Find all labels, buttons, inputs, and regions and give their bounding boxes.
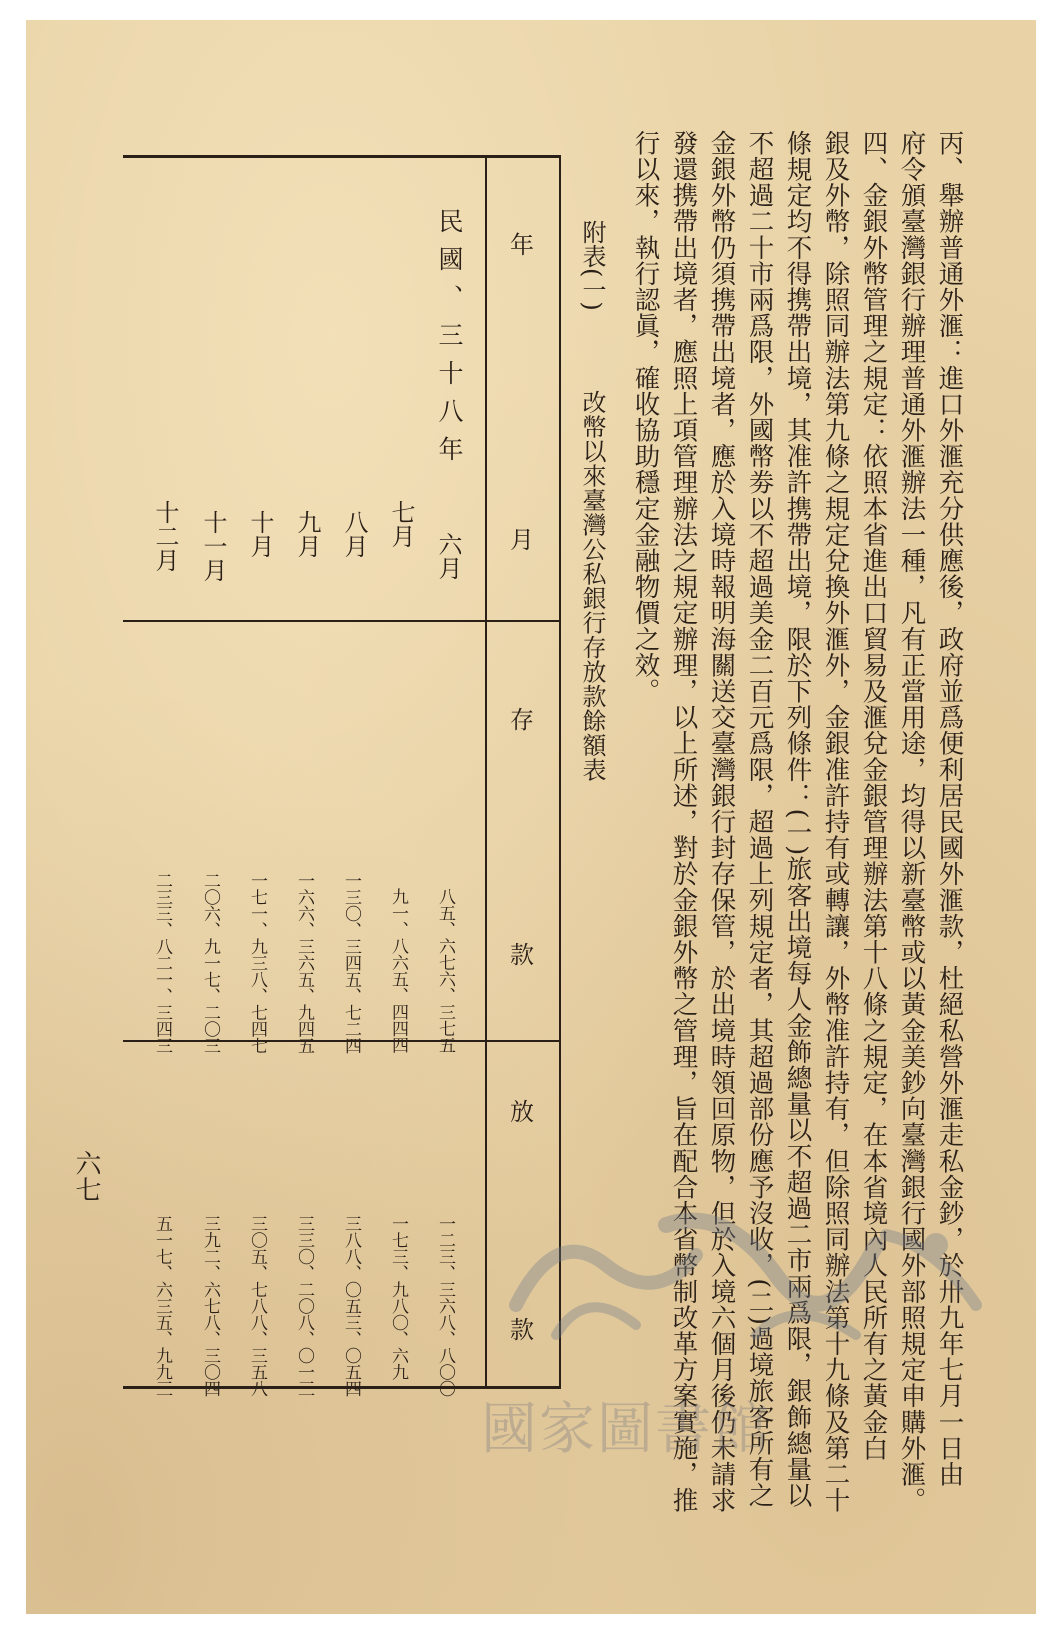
body-column-4: 銀及外幣，除照同辦法第九條之規定兌換外滙外，金銀准許持有或轉讓，外幣准許持有，但除照同辦法第十九條及第二十 [820,130,851,1514]
deposit-value: 一三〇、三四五、七二四 [341,872,361,1054]
deposit-value: 一七一、九三八、七四七 [247,872,267,1054]
body-column-3: 四、金銀外幣管理之規定：依照本省進出口貿易及滙兌金銀管理辦法第十八條之規定，在本省境內人民所有之黃金白 [858,130,889,1462]
page-number: 六七 [71,1150,101,1202]
month-cell: 十一月 [199,510,227,582]
header-year: 年 [510,231,534,259]
table-header-divider [485,155,487,1389]
table-row-divider-1 [123,620,561,622]
watermark-text: 國家圖書館 [481,1397,771,1462]
month-cell: 八月 [340,510,368,558]
loan-value: 一二三、三六八、八〇〇 [435,1215,455,1397]
body-column-9: 行以來，執行認眞，確收協助穩定金融物價之效。 [630,130,661,705]
month-cell: 七月 [387,500,415,548]
appendix-label: 附表(一) [578,220,606,311]
body-column-2: 府令頒臺灣銀行辦理普通外滙辦法一種，凡有正當用途，均得以新臺幣或以黃金美鈔向臺灣銀行國外部照規定申購外滙。 [896,130,927,1514]
body-column-8: 發還携帶出境者，應照上項管理辦法之規定辦理，以上所述，對於金銀外幣之管理，旨在配合本省幣制改革方案實施，推 [668,130,699,1514]
month-cell: 六月 [434,532,462,580]
month-cell: 十月 [246,510,274,558]
month-cell: 九月 [293,510,321,558]
loan-value: 三九二、六七八、三〇四 [200,1215,220,1397]
body-column-1: 丙、舉辦普通外滙：進口外滙充分供應後，政府並爲便利居民國外滙款，杜絕私營外滙走私金鈔，於卅九年七月一日由 [934,130,965,1488]
loan-value: 三三〇、二〇八、〇一三 [294,1215,314,1397]
year-label: 民國、三十八年 [435,208,464,474]
header-deposit-2: 款 [510,941,534,969]
body-column-5: 條規定均不得携帶出境，其准許携帶出境，限於下列條件：(一)旅客出境每人金飾總量以不超過二市兩爲限，銀飾總量以 [782,130,813,1509]
appendix-title: 改幣以來臺灣公私銀行存放款餘額表 [578,390,606,782]
body-column-7: 金銀外幣仍須携帶出境者，應於入境時報明海關送交臺灣銀行封存保管，於出境時領回原物，但於入境六個月後仍未請求 [706,130,737,1514]
loan-value: 三八八、〇五三、〇五四 [341,1215,361,1397]
document-page [26,20,1036,1614]
deposit-value: 一六六、三六五、九四五 [294,872,314,1054]
month-cell: 十二月 [151,500,179,572]
loan-value: 五一七、六三五、九九三 [152,1215,172,1397]
deposit-value: 八五、六七六、三七五 [435,888,455,1053]
deposit-value: 二三三、八二一、三四三 [152,872,172,1054]
loan-value: 一七三、九八〇、六九一 [388,1215,408,1397]
watermark-logo-icon [496,1185,996,1375]
header-loan-1: 放 [510,1098,534,1126]
deposit-value: 九一、八六五、四四四 [388,888,408,1053]
header-month: 月 [510,526,534,554]
body-column-6: 不超過二十市兩爲限，外國幣劵以不超過美金二百元爲限，超過上列規定者，其超過部份應予沒收，(二)過境旅客所有之 [744,130,775,1509]
loan-value: 三〇五、七八八、三五八 [247,1215,267,1397]
header-loan-2: 款 [510,1316,534,1344]
table-top-rule [123,155,561,158]
header-deposit-1: 存 [510,706,534,734]
deposit-value: 二〇六、九一七、二〇三 [200,872,220,1054]
